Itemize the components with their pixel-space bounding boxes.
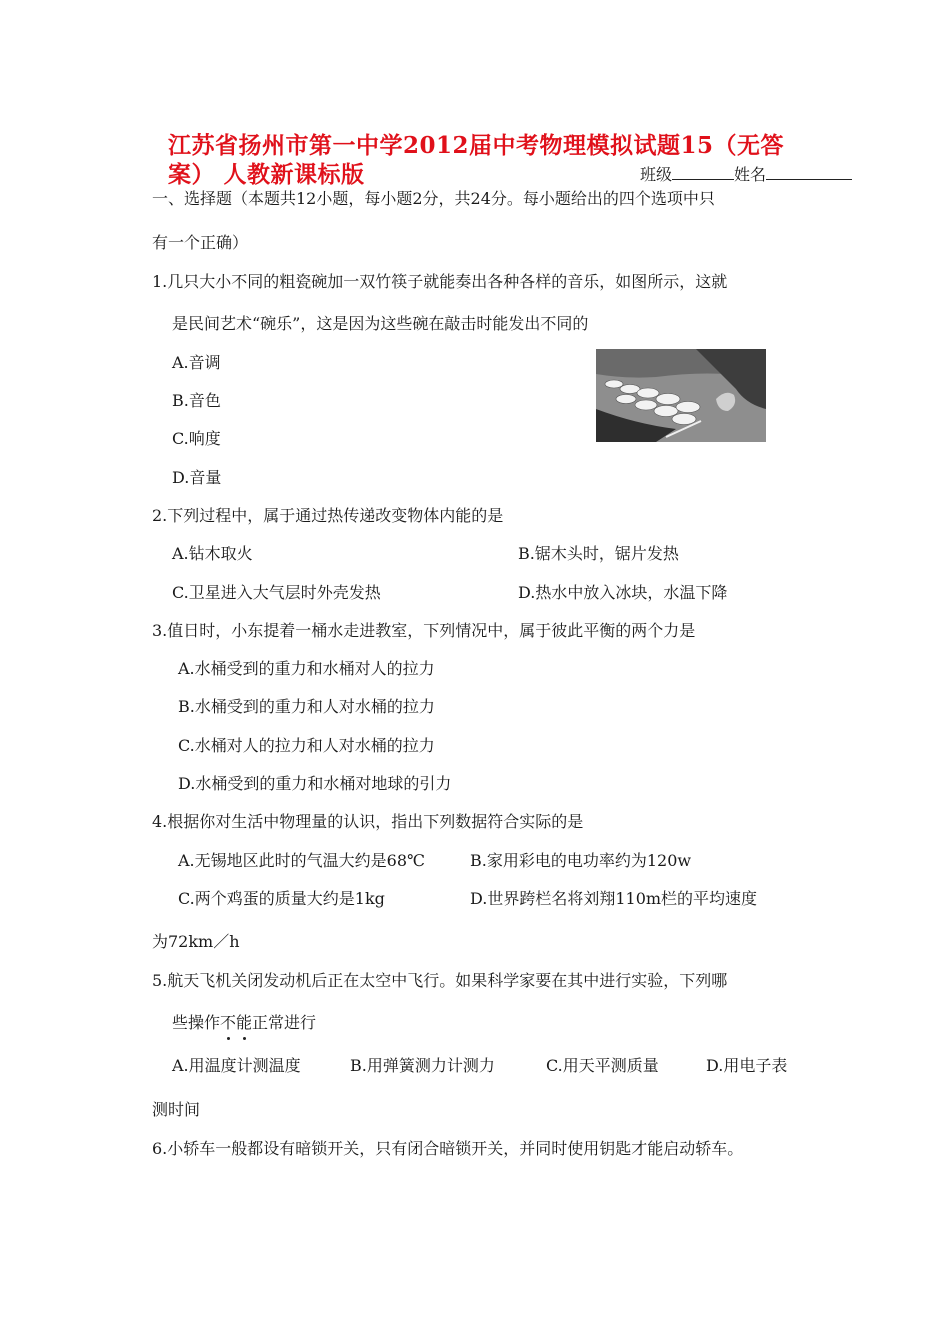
class-name-fields <box>640 162 852 185</box>
q1-option-c: C.响度 <box>172 429 221 448</box>
q5-stem-pre: 些操作 <box>172 1013 221 1032</box>
q4-option-d: D.世界跨栏名将刘翔110m栏的平均速度 <box>470 889 758 908</box>
q1-stem-cont: 是民间艺术“碗乐”，这是因为这些碗在敲击时能发出不同的 <box>172 314 589 333</box>
name-blank[interactable] <box>766 165 852 180</box>
q4-option-a: A.无锡地区此时的气温大约是68℃ <box>178 851 425 870</box>
q3-stem: 3.值日时，小东提着一桶水走进教室，下列情况中，属于彼此平衡的两个力是 <box>152 621 696 640</box>
q5-stem-cont <box>172 1010 316 1033</box>
class-blank[interactable] <box>672 165 734 180</box>
q3-option-d: D.水桶受到的重力和水桶对地球的引力 <box>178 774 452 793</box>
bowls-photo-image <box>596 349 766 442</box>
q1-option-d: D.音量 <box>172 468 222 487</box>
q1-option-a: A.音调 <box>172 353 221 372</box>
q4-option-d-cont: 为72km／h <box>152 932 240 951</box>
bowls-photo <box>596 349 766 442</box>
q2-option-d: D.热水中放入冰块，水温下降 <box>518 583 728 602</box>
q3-option-b: B.水桶受到的重力和人对水桶的拉力 <box>178 697 435 716</box>
q5-emphasis-bu: 不 <box>220 1013 237 1032</box>
section-heading-cont: 有一个正确） <box>152 233 249 252</box>
q5-option-d-cont: 测时间 <box>152 1100 201 1119</box>
q5-option-d: D.用电子表 <box>706 1056 788 1075</box>
q2-option-b: B.锯木头时，锯片发热 <box>518 544 679 563</box>
q4-option-c: C.两个鸡蛋的质量大约是1kg <box>178 889 385 908</box>
name-label: 姓名 <box>734 165 767 184</box>
q2-option-a: A.钻木取火 <box>172 544 253 563</box>
q5-option-a: A.用温度计测温度 <box>172 1056 301 1075</box>
q5-stem: 5.航天飞机关闭发动机后正在太空中飞行。如果科学家要在其中进行实验，下列哪 <box>152 971 728 990</box>
q1-option-b: B.音色 <box>172 391 221 410</box>
q3-option-c: C.水桶对人的拉力和人对水桶的拉力 <box>178 736 435 755</box>
q2-stem: 2.下列过程中，属于通过热传递改变物体内能的是 <box>152 506 504 525</box>
section-heading: 一、选择题（本题共12小题，每小题2分，共24分。每小题给出的四个选项中只 <box>152 189 715 208</box>
page-title-line2: 案） 人教新课标版 <box>168 161 365 188</box>
class-label: 班级 <box>640 165 673 184</box>
q1-stem: 1.几只大小不同的粗瓷碗加一双竹筷子就能奏出各种各样的音乐，如图所示，这就 <box>152 272 728 291</box>
q4-option-b: B.家用彩电的电功率约为120w <box>470 851 692 870</box>
page-title-line1: 江苏省扬州市第一中学2012届中考物理模拟试题15（无答 <box>168 132 785 159</box>
q5-option-b: B.用弹簧测力计测力 <box>350 1056 495 1075</box>
q5-option-c: C.用天平测质量 <box>546 1056 659 1075</box>
q2-option-c: C.卫星进入大气层时外壳发热 <box>172 583 381 602</box>
q3-option-a: A.水桶受到的重力和水桶对人的拉力 <box>178 659 435 678</box>
q5-emphasis-neng: 能 <box>236 1013 253 1032</box>
q5-stem-post: 正常进行 <box>252 1013 317 1032</box>
q4-stem: 4.根据你对生活中物理量的认识，指出下列数据符合实际的是 <box>152 812 584 831</box>
q6-stem: 6.小轿车一般都设有暗锁开关，只有闭合暗锁开关，并同时使用钥匙才能启动轿车。 <box>152 1139 744 1158</box>
